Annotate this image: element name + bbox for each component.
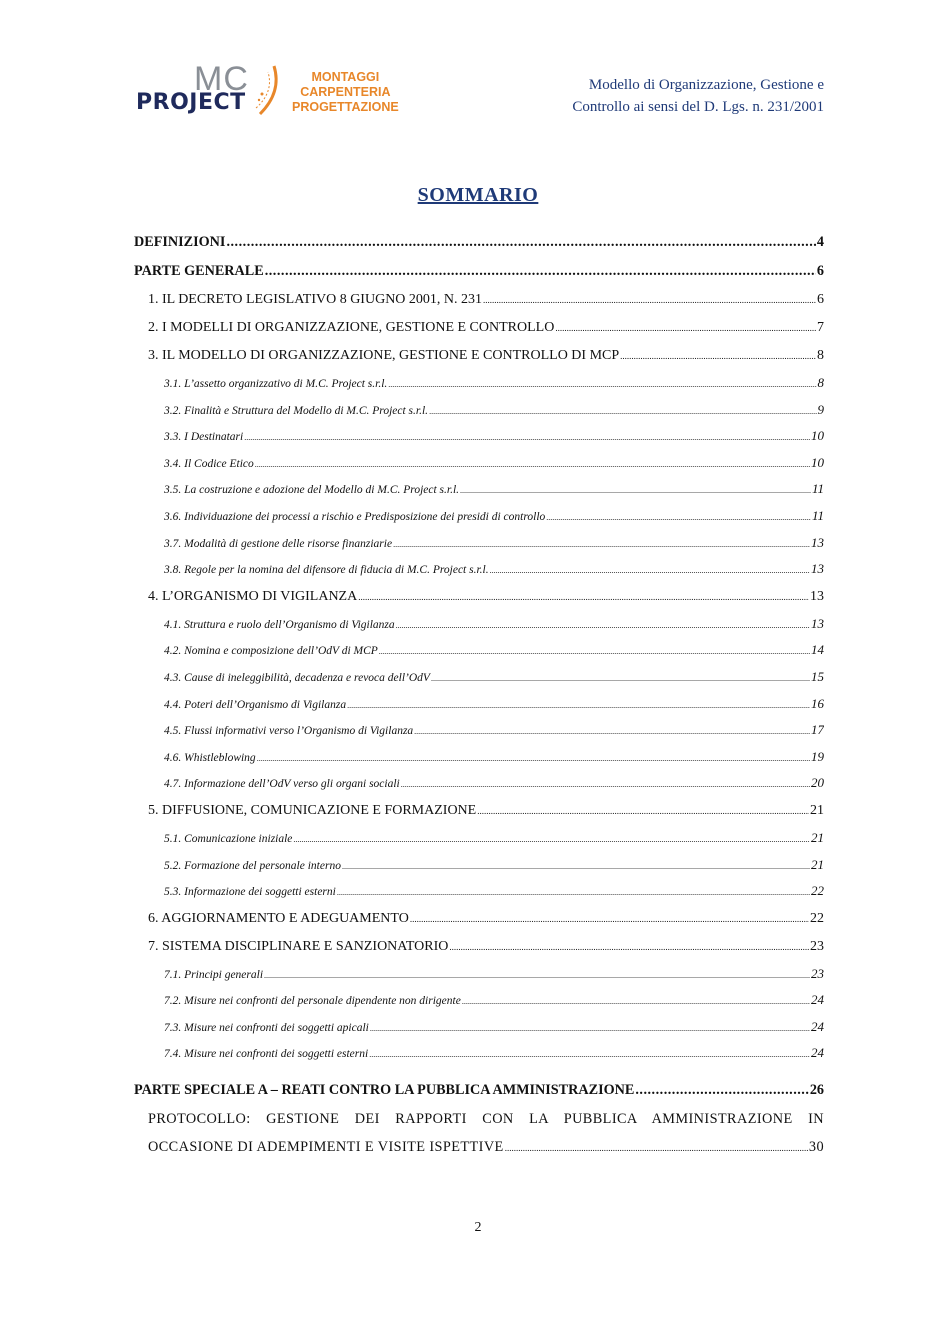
- toc-page-number: 30: [808, 1139, 824, 1156]
- page-number: 2: [474, 1220, 482, 1235]
- toc-leader: [401, 772, 810, 797]
- toc-entry[interactable]: [134, 852, 824, 879]
- toc-entry[interactable]: [134, 691, 824, 718]
- toc-leader: [396, 613, 810, 638]
- toc-entry[interactable]: [134, 228, 824, 257]
- toc-entry-label: 2. I MODELLI DI ORGANIZZAZIONE, GESTIONE E CONTROLLO: [148, 320, 555, 335]
- toc-page-number: 10: [811, 454, 824, 470]
- toc-entry-label: 3.2. Finalità e Struttura del Modello di M.C. Project s.r.l.: [164, 404, 429, 417]
- toc-entry-label: 4.2. Nomina e composizione dell’OdV di MCP: [164, 645, 378, 658]
- toc-page-number: 7: [817, 320, 824, 335]
- toc-page-number: 13: [810, 588, 824, 604]
- toc-leader: [388, 372, 816, 397]
- toc-entry[interactable]: [134, 556, 824, 583]
- logo-tag-montaggi: MONTAGGI: [311, 70, 380, 84]
- toc-leader: [483, 286, 816, 314]
- toc-page-number: 8: [817, 375, 824, 390]
- toc-leader: [414, 719, 810, 744]
- toc-entry-label: 4.3. Cause di ineleggibilità, decadenza e revoca dell’OdV: [164, 671, 430, 684]
- company-logo: [134, 62, 404, 122]
- toc-entry-protocol[interactable]: [134, 1105, 824, 1162]
- toc-entry-label: 6. AGGIORNAMENTO E ADEGUAMENTO: [148, 910, 409, 926]
- toc-page-number: 19: [811, 748, 824, 764]
- toc-leader: [379, 639, 810, 664]
- toc-entry[interactable]: [134, 503, 824, 530]
- toc-entry[interactable]: [134, 744, 824, 771]
- toc-entry-label-line2: OCCASIONE DI ADEMPIMENTI E VISITE ISPETTIVE: [148, 1139, 504, 1156]
- toc-entry-label: 4.1. Struttura e ruolo dell’Organismo di Vigilanza: [164, 618, 395, 631]
- page-title: SOMMARIO: [417, 184, 539, 206]
- toc-page-number: 13: [811, 561, 824, 577]
- header-title-line2: Controllo ai sensi del D. Lgs. n. 231/2001: [572, 99, 824, 115]
- toc-entry-label: 3.7. Modalità di gestione delle risorse finanziarie: [164, 537, 393, 550]
- toc-entry[interactable]: [134, 961, 824, 988]
- toc-page-number: 22: [810, 910, 824, 926]
- toc-entry[interactable]: [134, 825, 824, 852]
- toc-entry-label: 3.3. I Destinatari: [164, 431, 244, 444]
- toc-leader: [226, 228, 815, 257]
- toc-entry[interactable]: [134, 797, 824, 825]
- toc-entry[interactable]: [134, 637, 824, 664]
- toc-page-number: 9: [817, 401, 824, 417]
- toc-leader: [264, 963, 810, 988]
- toc-entry-label: 5.2. Formazione del personale interno: [164, 859, 341, 872]
- toc-entry-label: 5.1. Comunicazione iniziale: [164, 832, 293, 845]
- toc-leader: [462, 989, 810, 1014]
- toc-entry[interactable]: [134, 987, 824, 1014]
- toc-leader: [337, 880, 810, 905]
- toc-leader: [244, 425, 810, 450]
- toc-entry[interactable]: [134, 370, 824, 397]
- toc-leader: [293, 827, 810, 852]
- toc-entry[interactable]: [134, 1040, 824, 1067]
- toc-entry-label: 3.5. La costruzione e adozione del Modello di M.C. Project s.r.l.: [164, 484, 460, 497]
- toc-leader: [342, 854, 810, 879]
- toc-entry-label: 7.1. Principi generali: [164, 968, 264, 981]
- toc-leader: [546, 505, 811, 530]
- toc-entry[interactable]: [134, 905, 824, 933]
- toc-page-number: 24: [811, 992, 824, 1008]
- logo-tag-progettazione: PROGETTAZIONE: [292, 100, 399, 114]
- toc-entry[interactable]: [134, 476, 824, 503]
- toc-page-number: 11: [811, 507, 824, 523]
- toc-page-number: 6: [816, 263, 824, 279]
- toc-entry-label: PARTE SPECIALE A – REATI CONTRO LA PUBBLICA AMMINISTRAZIONE: [134, 1082, 635, 1099]
- toc-leader: [370, 1016, 810, 1041]
- toc-entry[interactable]: [134, 933, 824, 961]
- toc-entry-label: 4.4. Poteri dell’Organismo di Vigilanza: [164, 698, 347, 711]
- toc-page-number: 24: [811, 1018, 824, 1034]
- toc-leader: [460, 478, 811, 503]
- toc-entry-label: 4. L’ORGANISMO DI VIGILANZA: [148, 588, 358, 604]
- toc-entry[interactable]: [134, 611, 824, 638]
- toc-page-number: 23: [811, 965, 824, 981]
- toc-page-number: 21: [810, 802, 824, 818]
- logo-tag-carpenteria: CARPENTERIA: [300, 85, 391, 99]
- toc-leader: [431, 666, 810, 691]
- toc-entry-line2: [148, 1133, 824, 1162]
- toc-entry-label: 4.5. Flussi informativi verso l’Organismo di Vigilanza: [164, 725, 414, 738]
- toc-page-number: 23: [810, 938, 824, 954]
- toc-leader: [490, 558, 810, 583]
- toc-page-number: 16: [811, 695, 824, 711]
- toc-page-number: 4: [816, 234, 824, 250]
- toc-leader: [347, 693, 810, 718]
- toc-entry[interactable]: [134, 257, 824, 286]
- toc-entry[interactable]: [134, 286, 824, 314]
- document-header-title: [572, 74, 824, 118]
- toc-entry-label: 7.4. Misure nei confronti dei soggetti esterni: [164, 1048, 369, 1061]
- toc-leader: [393, 532, 810, 557]
- toc-leader: [255, 452, 810, 477]
- toc-page-number: 22: [811, 883, 824, 899]
- toc-page-number: 13: [811, 615, 824, 631]
- toc-leader: [265, 257, 816, 286]
- toc-leader: [555, 314, 816, 342]
- toc-leader: [410, 905, 809, 933]
- toc-page-number: 24: [811, 1045, 824, 1061]
- toc-entry[interactable]: [134, 878, 824, 905]
- toc-page-number: 15: [811, 668, 824, 684]
- toc-leader: [429, 399, 816, 424]
- toc-entry[interactable]: [134, 1014, 824, 1041]
- toc-entry-label: 1. IL DECRETO LEGISLATIVO 8 GIUGNO 2001, N. 231: [148, 292, 483, 307]
- toc-page-number: 21: [811, 829, 824, 845]
- toc-entry[interactable]: [134, 342, 824, 370]
- toc-entry-label-line1: PROTOCOLLO: GESTIONE DEI RAPPORTI CON LA PUBBLICA AMMINISTRAZIONE IN: [148, 1111, 824, 1128]
- toc-entry[interactable]: [134, 530, 824, 557]
- toc-leader: [620, 342, 816, 370]
- toc-entry[interactable]: [134, 1076, 824, 1105]
- toc-leader: [449, 933, 809, 961]
- toc-leader: [369, 1042, 810, 1067]
- toc-page-number: 21: [811, 856, 824, 872]
- toc-entry[interactable]: [134, 717, 824, 744]
- toc-entry-label: 5. DIFFUSIONE, COMUNICAZIONE E FORMAZIONE: [148, 802, 477, 818]
- toc-entry[interactable]: [134, 664, 824, 691]
- toc-page-number: 13: [811, 534, 824, 550]
- toc-entry[interactable]: [134, 397, 824, 424]
- toc-entry-label: 4.6. Whistleblowing: [164, 751, 256, 764]
- toc-entry-label: 4.7. Informazione dell’OdV verso gli organi sociali: [164, 778, 400, 791]
- toc-page-number: 20: [811, 775, 824, 791]
- toc-page-number: 11: [811, 481, 824, 497]
- logo-project-text: PROJECT: [136, 90, 246, 115]
- toc-page-number: 26: [809, 1082, 824, 1099]
- toc-entry[interactable]: [134, 314, 824, 342]
- toc-page-number: 14: [811, 642, 824, 658]
- toc-entry-label: PARTE GENERALE: [134, 263, 264, 279]
- toc-entry-label: 7.3. Misure nei confronti dei soggetti apicali: [164, 1021, 369, 1034]
- toc-entry-label: 3.8. Regole per la nomina del difensore di fiducia di M.C. Project s.r.l.: [164, 564, 489, 577]
- toc-entry-label: 7.2. Misure nei confronti del personale dipendente non dirigente: [164, 995, 461, 1008]
- toc-entry-label: DEFINIZIONI: [134, 234, 226, 250]
- logo-arc-icon: [254, 64, 284, 116]
- toc-entry-label: 3.4. Il Codice Etico: [164, 457, 254, 470]
- toc-leader: [257, 746, 810, 771]
- toc-leader: [505, 1134, 808, 1162]
- toc-leader: [635, 1076, 808, 1105]
- table-of-contents: [134, 228, 824, 1162]
- toc-page-number: 10: [811, 428, 824, 444]
- logo-mc-text: MC: [194, 60, 249, 98]
- header-title-line1: Modello di Organizzazione, Gestione e: [588, 77, 824, 93]
- toc-entry-label: 3.1. L’assetto organizzativo di M.C. Project s.r.l.: [164, 378, 388, 390]
- toc-page-number: 8: [817, 348, 824, 363]
- toc-page-number: 17: [811, 722, 824, 738]
- section-gap: [134, 1067, 824, 1076]
- toc-entry-label: 5.3. Informazione dei soggetti esterni: [164, 886, 336, 899]
- toc-leader: [358, 583, 809, 611]
- toc-entry[interactable]: [134, 770, 824, 797]
- toc-entry[interactable]: [134, 583, 824, 611]
- toc-page-number: 6: [817, 292, 824, 307]
- toc-entry-label: 3. IL MODELLO DI ORGANIZZAZIONE, GESTIONE E CONTROLLO DI MCP: [148, 348, 620, 363]
- toc-entry[interactable]: [134, 423, 824, 450]
- toc-entry-label: 3.6. Individuazione dei processi a rischio e Predisposizione dei presidi di controllo: [164, 510, 546, 523]
- toc-leader: [477, 797, 809, 825]
- logo-tagline: [292, 70, 399, 115]
- toc-entry-label: 7. SISTEMA DISCIPLINARE E SANZIONATORIO: [148, 938, 449, 954]
- toc-entry[interactable]: [134, 450, 824, 477]
